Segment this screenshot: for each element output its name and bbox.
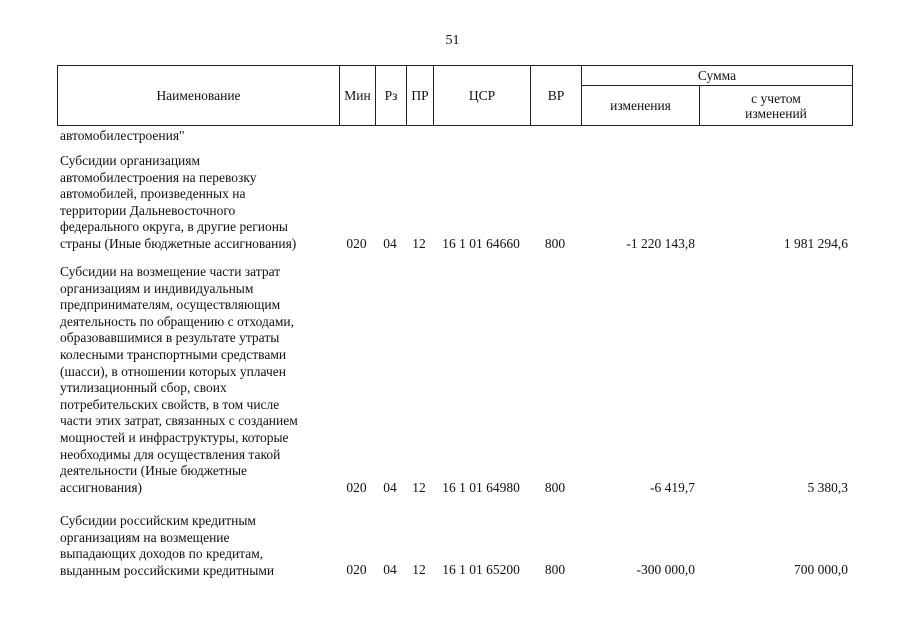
- cell-csr: 16 1 01 64660: [442, 236, 520, 251]
- cell-min: 020: [346, 562, 367, 577]
- cell-rz: 04: [383, 236, 397, 251]
- cell-pr: 12: [412, 480, 426, 495]
- header-rz: Рз: [376, 66, 407, 126]
- row-description-line: деятельность по обращению с отходами,: [60, 313, 295, 329]
- cell-change: -6 419,7: [650, 480, 695, 495]
- row-description-line: необходимы для осуществления такой: [60, 446, 281, 462]
- row-description-line: ассигнования): [60, 479, 143, 495]
- header-total: [700, 86, 853, 126]
- row-description-line: автомобилей, произведенных на: [60, 186, 246, 202]
- table-header: [57, 65, 853, 126]
- cell-csr: 16 1 01 65200: [442, 562, 520, 577]
- row-description-line: мощностей и инфраструктуры, которые: [60, 429, 289, 445]
- row-description-line: федерального округа, в другие регионы: [60, 219, 289, 235]
- row-description: [60, 153, 334, 253]
- row-description-line: утилизационный сбор, своих: [60, 380, 227, 396]
- cell-vr: 800: [544, 562, 566, 577]
- header-total-line1: с учетом: [751, 90, 801, 106]
- cell-rz: 04: [383, 480, 397, 495]
- cell-change: -300 000,0: [636, 562, 695, 577]
- continuation-text: автомобилестроения": [60, 128, 185, 143]
- header-vr: ВР: [531, 66, 582, 126]
- row-description-line: Субсидии на возмещение части затрат: [60, 264, 281, 279]
- cell-vr: 800: [544, 236, 566, 251]
- row-description-line: выпадающих доходов по кредитам,: [60, 546, 264, 562]
- cell-pr: 12: [412, 562, 426, 577]
- cell-rz: 04: [383, 562, 397, 577]
- row-description-line: Субсидии организациям: [60, 153, 201, 168]
- cell-total: 700 000,0: [794, 562, 848, 577]
- row-description-line: потребительских свойств, в том числе: [60, 396, 280, 412]
- cell-total: 1 981 294,6: [783, 236, 848, 251]
- header-min: Мин: [340, 66, 376, 126]
- cell-vr: 800: [544, 480, 566, 495]
- header-change: изменения: [582, 86, 700, 126]
- row-description-line: (шасси), в отношении которых уплачен: [60, 363, 286, 379]
- row-description-line: части этих затрат, связанных с созданием: [60, 413, 298, 429]
- page-number: 51: [445, 33, 460, 48]
- row-description-line: Субсидии российским кредитным: [60, 513, 256, 528]
- header-csr: ЦСР: [434, 66, 531, 126]
- row-description-line: страны (Иные бюджетные ассигнования): [60, 235, 297, 251]
- row-description: [60, 264, 334, 496]
- row-description-line: образовавшимися в результате утраты: [60, 330, 280, 346]
- header-name: Наименование: [58, 66, 340, 126]
- row-description-line: автомобилестроения на перевозку: [60, 169, 257, 185]
- cell-min: 020: [346, 236, 367, 251]
- cell-total: 5 380,3: [807, 480, 848, 495]
- header-sum: Сумма: [582, 66, 853, 86]
- row-description-line: колесными транспортными средствами: [60, 346, 287, 362]
- row-description-line: территории Дальневосточного: [60, 202, 236, 218]
- cell-csr: 16 1 01 64980: [442, 480, 520, 495]
- row-description-line: предпринимателям, осуществляющим: [60, 297, 281, 313]
- row-description-line: выданным российскими кредитными: [60, 562, 275, 578]
- header-pr: ПР: [407, 66, 434, 126]
- header-total-line2: изменений: [745, 105, 807, 121]
- row-description: [60, 513, 334, 579]
- cell-min: 020: [346, 480, 367, 495]
- row-description-line: деятельности (Иные бюджетные: [60, 463, 248, 479]
- cell-pr: 12: [412, 236, 426, 251]
- row-description-line: организациям и индивидуальным: [60, 280, 254, 296]
- cell-change: -1 220 143,8: [626, 236, 695, 251]
- row-description-line: организациям на возмещение: [60, 529, 230, 545]
